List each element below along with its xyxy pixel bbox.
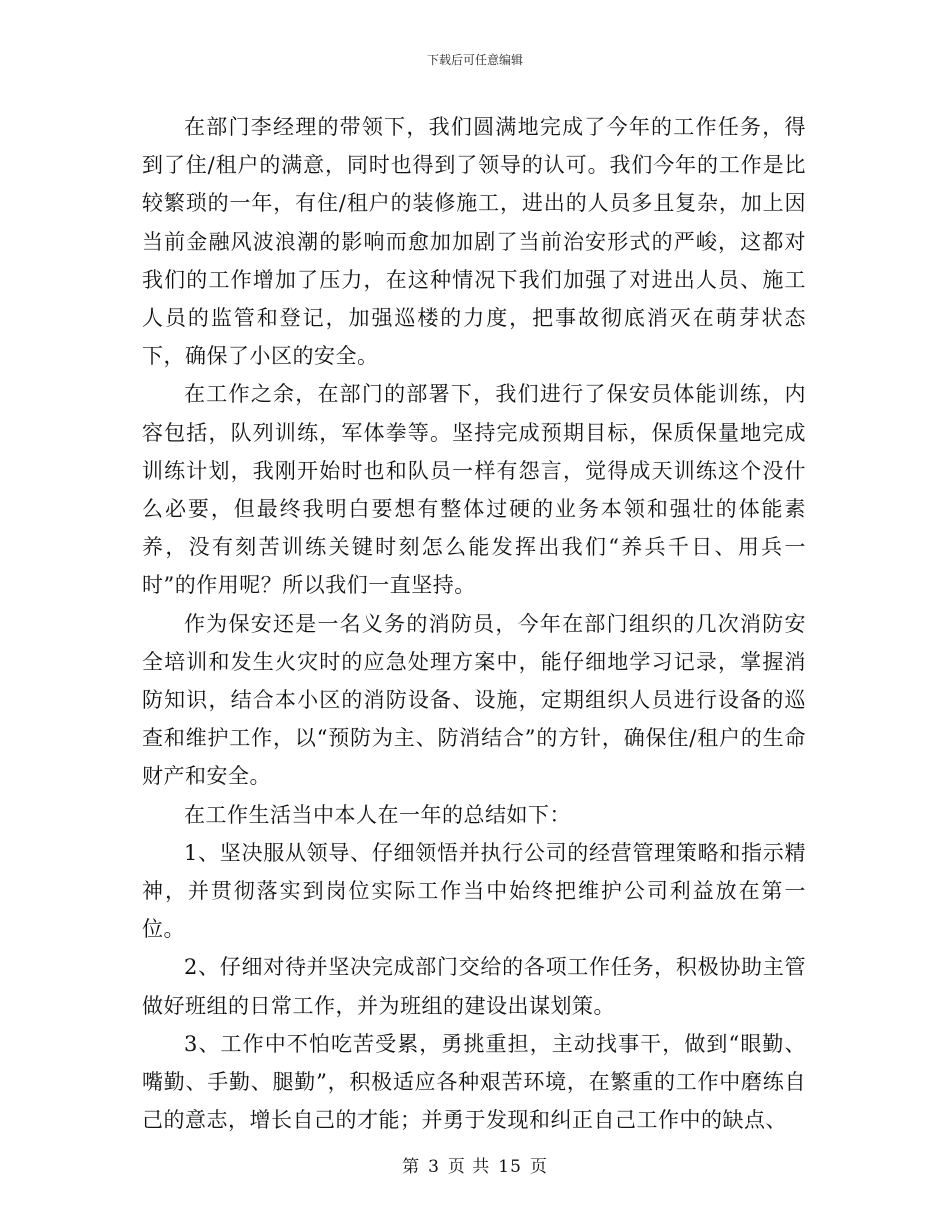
document-body xyxy=(142,108,806,1139)
total-pages: 15 xyxy=(498,1157,522,1177)
footer-middle: 页 共 xyxy=(447,1157,491,1177)
page-header: 下载后可任意编辑 xyxy=(426,53,523,67)
list-item: 2、仔细对待并坚决完成部门交给的各项工作任务，积极协助主管做好班组的日常工作，并为班组的建设出谋划策。 xyxy=(142,955,806,1018)
footer-prefix: 第 xyxy=(402,1157,421,1177)
list-item: 1、坚决服从领导、仔细领悟并执行公司的经营管理策略和指示精神，并贯彻落实到岗位实际工作当中始终把维护公司利益放在第一位。 xyxy=(142,840,806,942)
page-number: 3 xyxy=(428,1157,440,1177)
page-footer xyxy=(0,1156,950,1178)
paragraph: 作为保安还是一名义务的消防员，今年在部门组织的几次消防安全培训和发生火灾时的应急处理方案中，能仔细地学习记录，掌握消防知识，结合本小区的消防设备、设施，定期组织人员进行设备的巡查和维护工作，以“预防为主、防消结合”的方针，确保住/租户的生命财产和安全。 xyxy=(142,611,806,789)
paragraph: 在工作之余，在部门的部署下，我们进行了保安员体能训练，内容包括，队列训练，军体拳等。坚持完成预期目标，保质保量地完成训练计划，我刚开始时也和队员一样有怨言，觉得成天训练这个没什么必要，但最终我明白要想有整体过硬的业务本领和强壮的体能素养，没有刻苦训练关键时刻怎么能发挥出我们“养兵千日、用兵一时”的作用呢？所以我们一直坚持。 xyxy=(142,382,806,598)
list-item: 3、工作中不怕吃苦受累，勇挑重担，主动找事干，做到“眼勤、嘴勤、手勤、腿勤”，积极适应各种艰苦环境，在繁重的工作中磨练自己的意志，增长自己的才能；并勇于发现和纠正自己工作中的缺点、 xyxy=(142,1031,806,1133)
footer-suffix: 页 xyxy=(529,1157,548,1177)
paragraph: 在工作生活当中本人在一年的总结如下： xyxy=(184,802,571,827)
paragraph: 在部门李经理的带领下，我们圆满地完成了今年的工作任务，得到了住/租户的满意，同时也得到了领导的认可。我们今年的工作是比较繁琐的一年，有住/租户的装修施工，进出的人员多且复杂，加上因当前金融风波浪潮的影响而愈加加剧了当前治安形式的严峻，这都对我们的工作增加了压力，在这种情况下我们加强了对进出人员、施工人员的监管和登记，加强巡楼的力度，把事故彻底消灭在萌芽状态下，确保了小区的安全。 xyxy=(142,115,806,369)
